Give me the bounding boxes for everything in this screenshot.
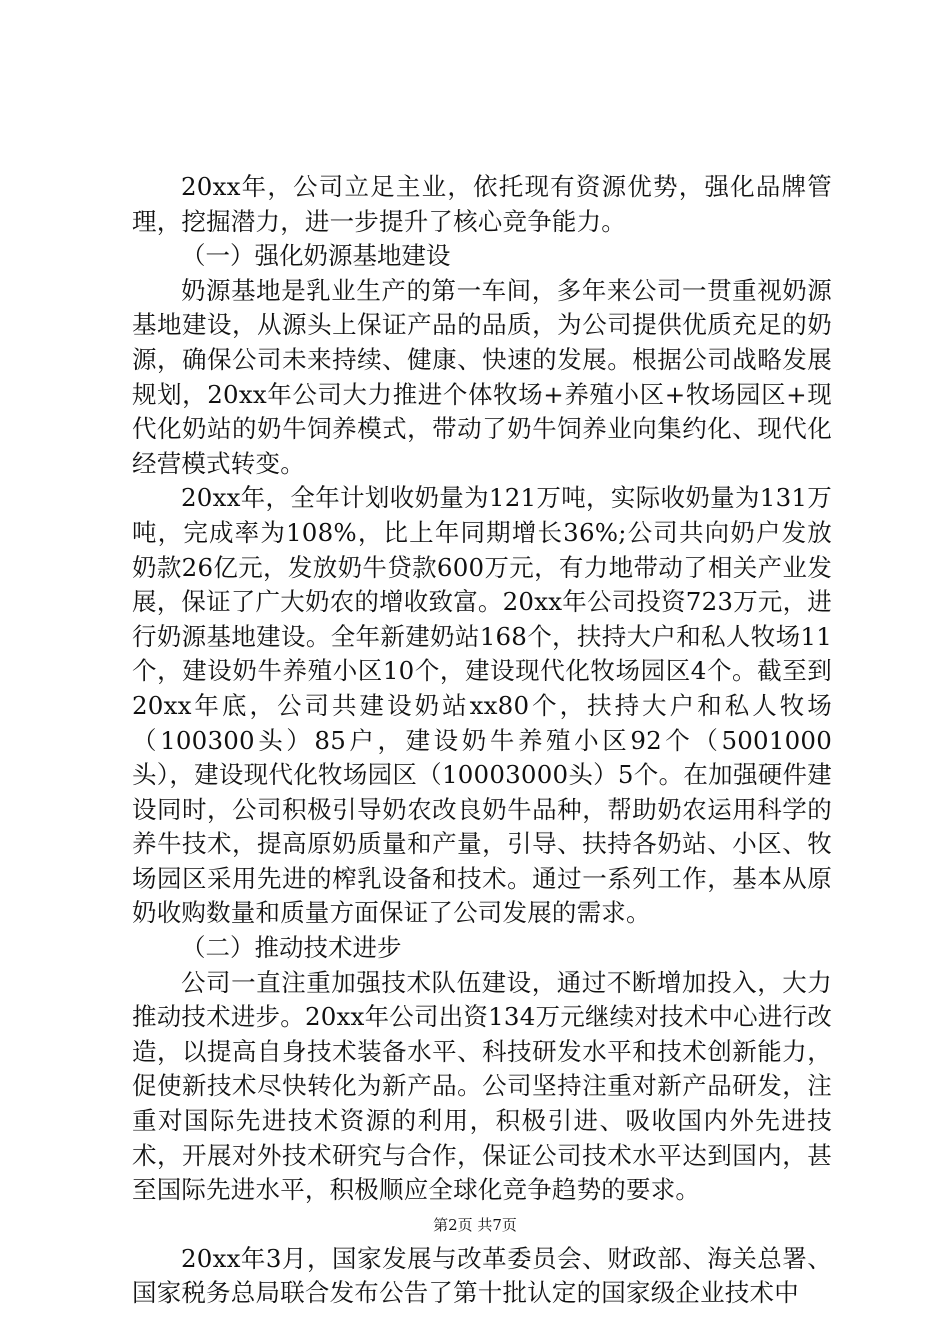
paragraph-milk-collection-stats: 20xx年，全年计划收奶量为121万吨，实际收奶量为131万吨，完成率为108%，比上年同期增长36%;公司共向奶户发放奶款26亿元，发放奶牛贷款600万元，有力地带动了相关产业发展，保证了广大奶农的增收致富。20xx年公司投资723万元，进行奶源基地建设。全年新建奶站168个，扶持大户和私人牧场11个，建设奶牛养殖小区10个，建设现代化牧场园区4个。截至到20xx年底，公司共建设奶站xx80个，扶持大户和私人牧场（100300头）85户，建设奶牛养殖小区92个（5001000头），建设现代化牧场园区（10003000头）5个。在加强硬件建设同时，公司积极引导奶农改良奶牛品种，帮助奶农运用科学的养牛技术，提高原奶质量和产量，引导、扶持各奶站、小区、牧场园区采用先进的榨乳设备和技术。通过一系列工作，基本从原奶收购数量和质量方面保证了公司发展的需求。 (132, 483, 832, 928)
document-body (132, 170, 832, 1311)
paragraph-intro: 20xx年，公司立足主业，依托现有资源优势，强化品牌管理，挖掘潜力，进一步提升了核心竞争能力。 (132, 172, 832, 236)
paragraph-tech-team: 公司一直注重加强技术队伍建设，通过不断增加投入，大力推动技术进步。20xx年公司出资134万元继续对技术中心进行改造，以提高自身技术装备水平、科技研发水平和技术创新能力，促使新技术尽快转化为新产品。公司坚持注重对新产品研发，注重对国际先进技术资源的利用，积极引进、吸收国内外先进技术，开展对外技术研究与合作，保证公司技术水平达到国内，甚至国际先进水平，积极顺应全球化竞争趋势的要求。 (132, 967, 832, 1205)
section-heading-milk-source: （一）强化奶源基地建设 (181, 241, 451, 271)
section-heading-tech-progress: （二）推动技术进步 (181, 933, 402, 963)
paragraph-milk-source-base: 奶源基地是乳业生产的第一车间，多年来公司一贯重视奶源基地建设，从源头上保证产品的品质，为公司提供优质充足的奶源，确保公司未来持续、健康、快速的发展。根据公司战略发展规划，20xx年公司大力推进个体牧场+养殖小区+牧场园区+现代化奶站的奶牛饲养模式，带动了奶牛饲养业向集约化、现代化经营模式转变。 (132, 275, 832, 478)
page-number: 第2页 共7页 (433, 1216, 517, 1234)
paragraph-national-center: 20xx年3月，国家发展与改革委员会、财政部、海关总署、国家税务总局联合发布公告了第十批认定的国家级企业技术中 (132, 1243, 832, 1308)
